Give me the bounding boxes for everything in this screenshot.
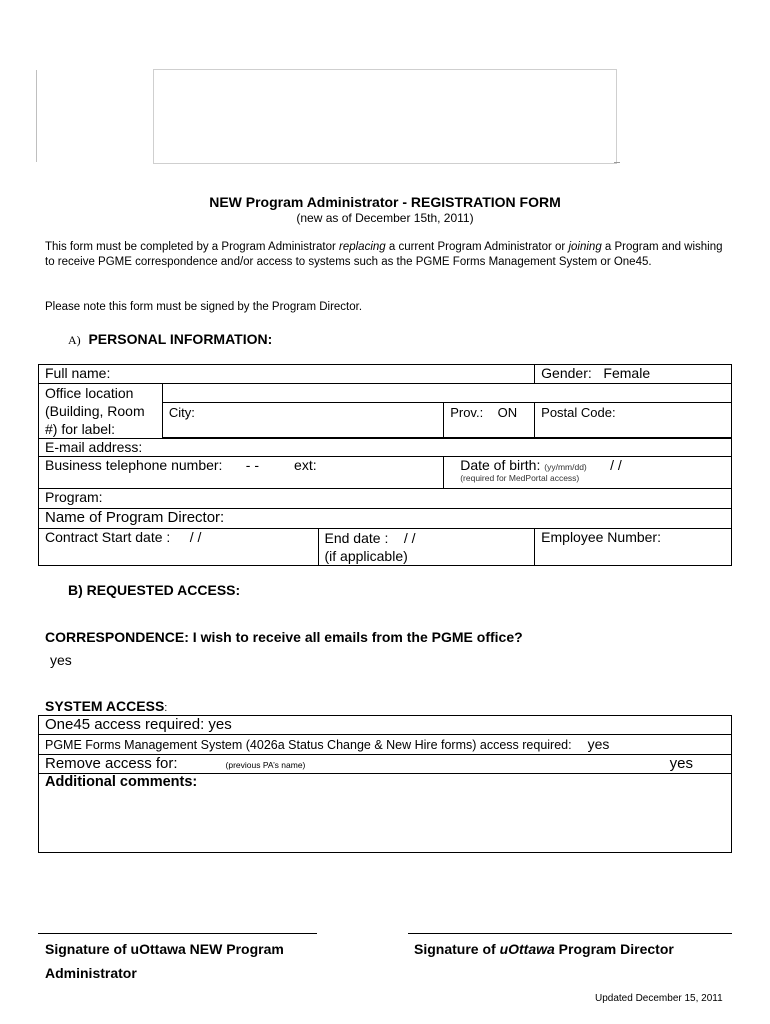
left-margin-rule	[36, 70, 37, 162]
full-name-field[interactable]: Full name:	[39, 365, 535, 384]
director-signature-line	[408, 933, 732, 934]
intro-paragraph: This form must be completed by a Program Administrator replacing a current Program Administrator or joining a Program and wishing to receive PGME correspondence and/or access to systems such as the PGME Forms Management System or One45.	[45, 241, 723, 268]
admin-signature-line	[38, 933, 317, 934]
one45-access-field[interactable]: One45 access required: yes	[39, 716, 732, 735]
end-date-field[interactable]: End date : / / (if applicable)	[318, 529, 535, 566]
city-field[interactable]: City:	[162, 402, 443, 437]
postal-code-field[interactable]: Postal Code:	[535, 402, 732, 437]
form-subtitle: (new as of December 15th, 2011)	[296, 211, 474, 225]
additional-comments-field[interactable]: Additional comments:	[39, 774, 732, 853]
date-of-birth-field[interactable]: Date of birth: (yy/mm/dd) / / (required for MedPortal access)	[444, 457, 732, 489]
remove-access-field[interactable]: Remove access for: (previous PA’s name) yes	[39, 755, 732, 774]
director-signature-label: Signature of uOttawa Program Director	[414, 941, 674, 957]
header-logo-box	[153, 69, 617, 164]
email-field[interactable]: E-mail address:	[39, 439, 732, 457]
section-b-heading: B) REQUESTED ACCESS:	[68, 582, 241, 598]
gender-field[interactable]: Gender: Female	[535, 365, 732, 384]
correspondence-question: CORRESPONDENCE: I wish to receive all emails from the PGME office?	[45, 629, 523, 645]
province-field[interactable]: Prov.: ON	[444, 402, 535, 437]
office-location-label: Office location (Building, Room #) for label:	[39, 384, 163, 439]
footer-updated: Updated December 15, 2011	[595, 993, 723, 1004]
signature-note: Please note this form must be signed by the Program Director.	[45, 301, 363, 313]
program-field[interactable]: Program:	[39, 489, 732, 509]
dob-note: (required for MedPortal access)	[460, 473, 580, 483]
section-a-heading: A) PERSONAL INFORMATION:	[68, 331, 273, 347]
contract-start-field[interactable]: Contract Start date : / /	[39, 529, 319, 566]
correspondence-answer[interactable]: yes	[50, 652, 72, 668]
corner-mark	[614, 162, 620, 163]
employee-number-field[interactable]: Employee Number:	[535, 529, 732, 566]
system-access-heading: SYSTEM ACCESS:	[45, 698, 168, 714]
system-access-table	[38, 715, 732, 853]
office-location-field[interactable]	[162, 384, 731, 403]
admin-signature-label: Signature of uOttawa NEW Program Administrator	[45, 941, 284, 981]
pgme-access-field[interactable]: PGME Forms Management System (4026a Status Change & New Hire forms) access required: yes	[39, 735, 732, 755]
form-title: NEW Program Administrator - REGISTRATION FORM	[209, 194, 561, 210]
personal-info-table	[38, 364, 732, 566]
phone-field[interactable]: Business telephone number: - - ext:	[39, 457, 444, 489]
program-director-field[interactable]: Name of Program Director:	[39, 509, 732, 529]
